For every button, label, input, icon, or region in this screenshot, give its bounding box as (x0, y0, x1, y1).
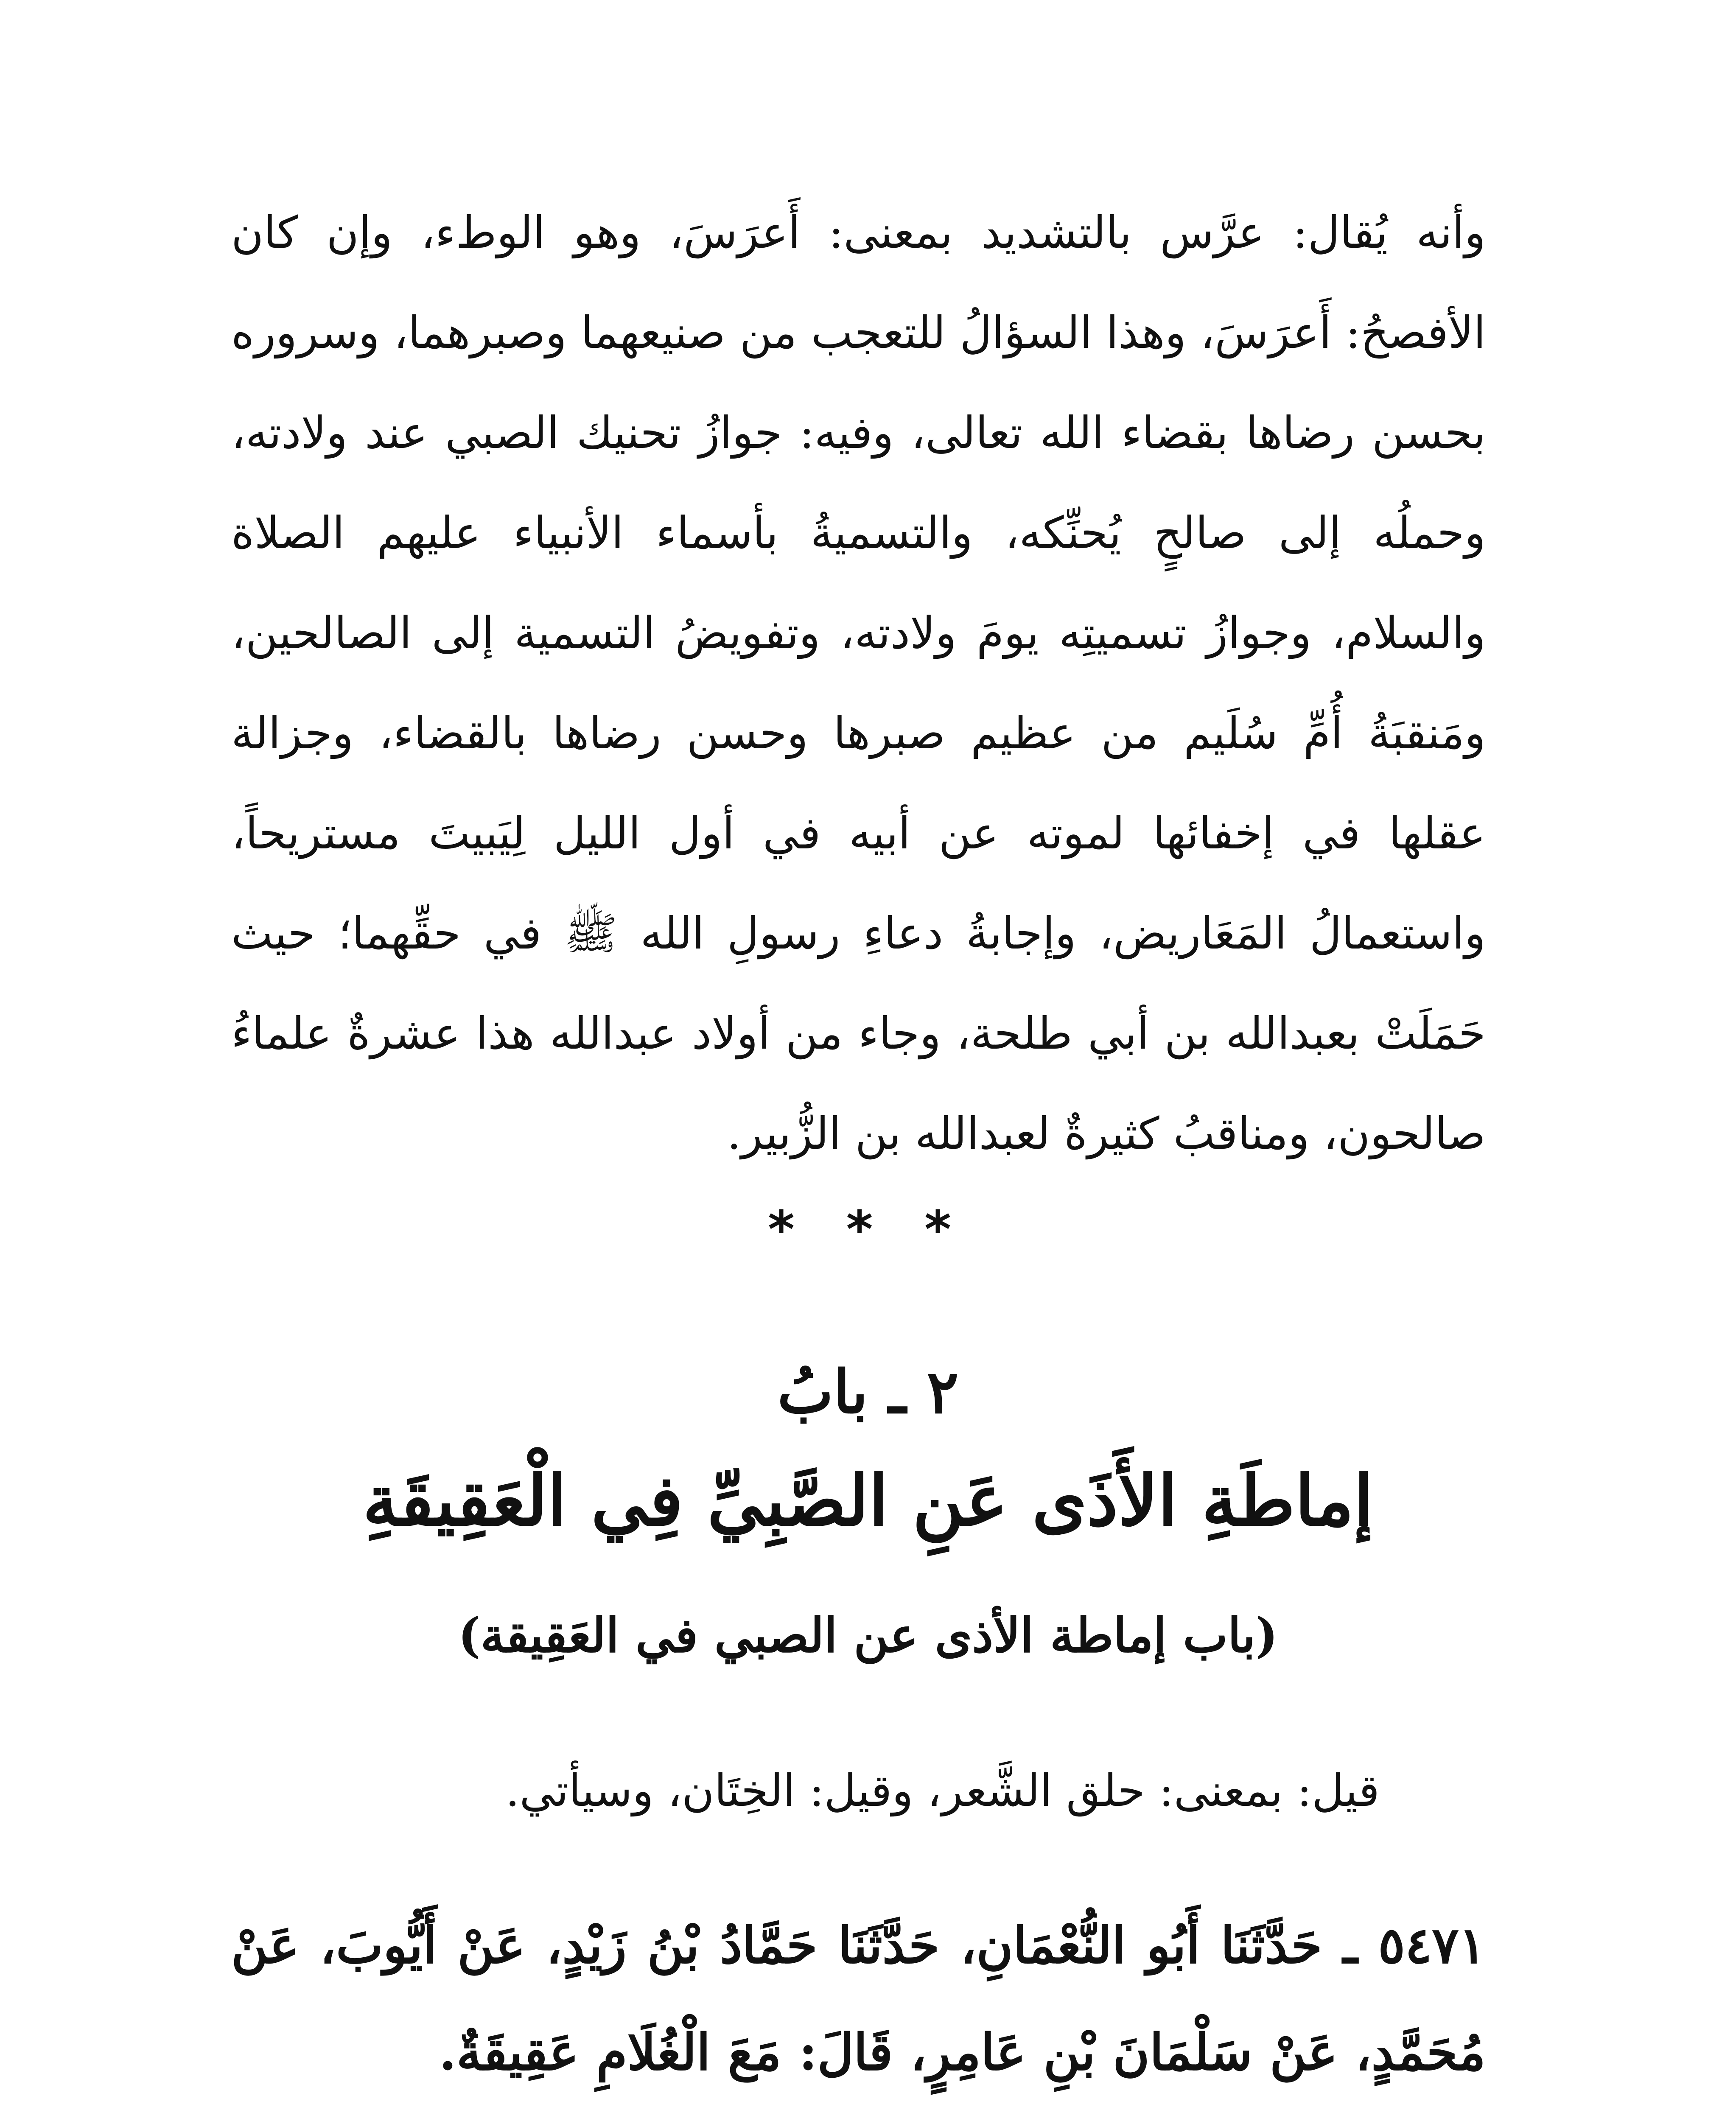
chapter-note: قيل: بمعنى: حلق الشَّعر، وقيل: الخِتَان، وسيأتي. (505, 1765, 1380, 1816)
section-separator: * * * (768, 1200, 968, 1259)
chapter-subtitle: (باب إماطة الأذى عن الصبي في العَقِيقة) (458, 1608, 1278, 1663)
chapter-title: إماطَةِ الأَذَى عَنِ الصَّبِيِّ فِي الْعَقِيقَةِ (363, 1459, 1373, 1542)
hadith-text: ٥٤٧١ ـ حَدَّثَنَا أَبُو النُّعْمَانِ، حَدَّثَنَا حَمَّادُ بْنُ زَيْدٍ، عَنْ أَيُّوبَ، عَنْ مُحَمَّدٍ، عَنْ سَلْمَانَ بْنِ عَامِرٍ، قَالَ: مَعَ الْغُلَامِ عَقِيقَةٌ. (231, 1916, 1486, 2082)
commentary-paragraph: وأنه يُقال: عرَّس بالتشديد بمعنى: أَعرَسَ، وهو الوطء، وإن كان الأفصحُ: أَعرَسَ، وهذا السؤالُ للتعجب من صنيعهما وصبرهما، وسروره بحسن رضاها بقضاء الله تعالى، وفيه: جوازُ تحنيك الصبي عند ولادته، وحملُه إلى صالحٍ يُحنِّكه، والتسميةُ بأسماء الأنبياء عليهم الصلاة والسلام، وجوازُ تسميتِه يومَ ولادته، وتفويضُ التسمية إلى الصالحين، ومَنقبَةُ أُمِّ سُلَيم من عظيم صبرها وحسن رضاها بالقضاء، وجزالة عقلها في إخفائها لموته عن أبيه في أول الليل لِيَبيتَ مستريحاً، واستعمالُ المَعَاريض، وإجابةُ دعاءِ رسولِ الله ﷺ في حقِّهما؛ حيث حَمَلَتْ بعبدالله بن أبي طلحة، وجاء من أولاد عبدالله هذا عشرةٌ علماءُ صالحون، ومناقبُ كثيرةٌ لعبدالله بن الزُّبير. (231, 207, 1486, 1159)
chapter-number: ٢ ـ بابُ (777, 1357, 959, 1427)
